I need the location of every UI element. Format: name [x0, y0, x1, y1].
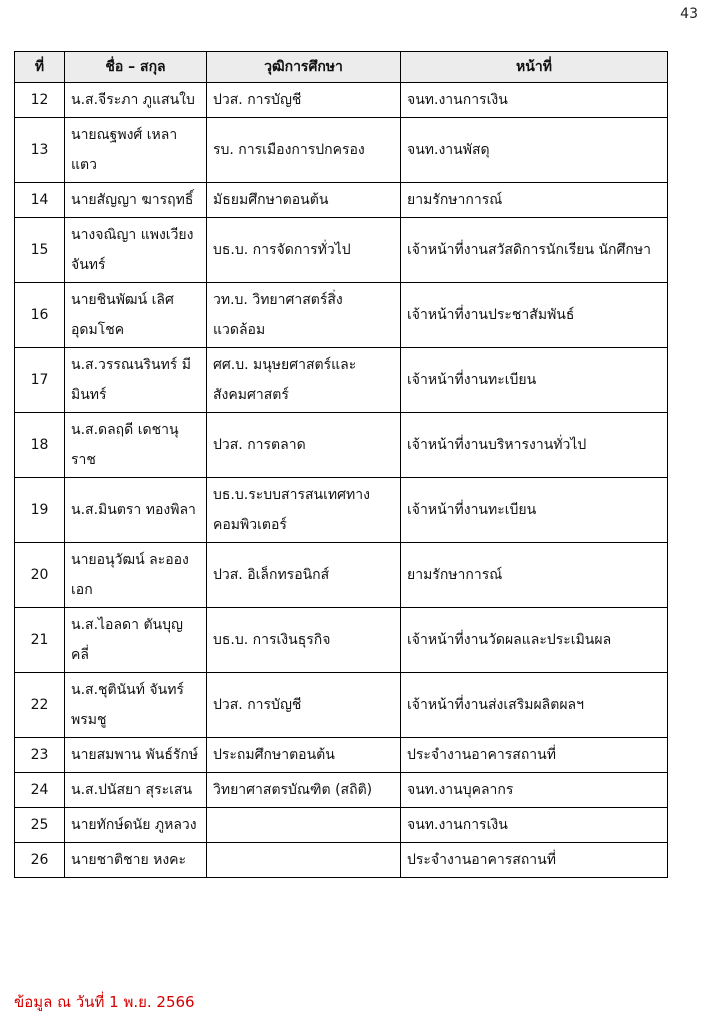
cell-name: นางจณิญา แพงเวียงจันทร์	[65, 218, 207, 283]
table-header-row	[15, 52, 668, 83]
staff-table	[14, 51, 668, 878]
cell-duty: ประจำงานอาคารสถานที่	[401, 843, 668, 878]
cell-duty: จนท.งานการเงิน	[401, 83, 668, 118]
cell-no: 24	[15, 773, 65, 808]
cell-duty: เจ้าหน้าที่งานสวัสดิการนักเรียน นักศึกษา	[401, 218, 668, 283]
cell-education: ปวส. การบัญชี	[207, 673, 401, 738]
header-duty: หน้าที่	[401, 52, 668, 83]
cell-education: รบ. การเมืองการปกครอง	[207, 118, 401, 183]
table-row	[15, 348, 668, 413]
cell-no: 16	[15, 283, 65, 348]
cell-no: 17	[15, 348, 65, 413]
cell-education: มัธยมศึกษาตอนต้น	[207, 183, 401, 218]
cell-duty: ยามรักษาการณ์	[401, 183, 668, 218]
header-name: ชื่อ – สกุล	[65, 52, 207, 83]
table-row	[15, 118, 668, 183]
table-row	[15, 413, 668, 478]
cell-no: 12	[15, 83, 65, 118]
table-row	[15, 843, 668, 878]
cell-education: ปวส. การตลาด	[207, 413, 401, 478]
cell-no: 26	[15, 843, 65, 878]
cell-name: นายอนุวัฒน์ ละอองเอก	[65, 543, 207, 608]
cell-duty: เจ้าหน้าที่งานประชาสัมพันธ์	[401, 283, 668, 348]
cell-name: นายสมพาน พันธ์รักษ์	[65, 738, 207, 773]
cell-no: 15	[15, 218, 65, 283]
cell-education: ปวส. อิเล็กทรอนิกส์	[207, 543, 401, 608]
cell-no: 25	[15, 808, 65, 843]
cell-name: นายสัญญา ฆารฤทธิ์	[65, 183, 207, 218]
cell-education: วท.บ. วิทยาศาสตร์สิ่งแวดล้อม	[207, 283, 401, 348]
cell-education: บธ.บ. การจัดการทั่วไป	[207, 218, 401, 283]
table-row	[15, 738, 668, 773]
table-row	[15, 283, 668, 348]
table-row	[15, 608, 668, 673]
table-row	[15, 773, 668, 808]
cell-name: น.ส.จีระภา ภูแสนใบ	[65, 83, 207, 118]
header-education: วุฒิการศึกษา	[207, 52, 401, 83]
cell-name: น.ส.ปนัสยา สุระเสน	[65, 773, 207, 808]
cell-education	[207, 808, 401, 843]
table-row	[15, 218, 668, 283]
cell-duty: จนท.งานพัสดุ	[401, 118, 668, 183]
cell-no: 21	[15, 608, 65, 673]
cell-education: วิทยาศาสตรบัณฑิต (สถิติ)	[207, 773, 401, 808]
table-row	[15, 83, 668, 118]
page-number: 43	[680, 6, 698, 22]
cell-education: ปวส. การบัญชี	[207, 83, 401, 118]
cell-duty: ประจำงานอาคารสถานที่	[401, 738, 668, 773]
table-row	[15, 673, 668, 738]
cell-name: น.ส.มินตรา ทองพิลา	[65, 478, 207, 543]
cell-duty: เจ้าหน้าที่งานบริหารงานทั่วไป	[401, 413, 668, 478]
cell-duty: จนท.งานการเงิน	[401, 808, 668, 843]
cell-duty: จนท.งานบุคลากร	[401, 773, 668, 808]
cell-name: นายณฐพงศ์ เหลาแตว	[65, 118, 207, 183]
cell-no: 13	[15, 118, 65, 183]
cell-no: 22	[15, 673, 65, 738]
cell-name: น.ส.ชุตินันท์ จันทร์พรมชู	[65, 673, 207, 738]
cell-name: น.ส.ดลฤดี เดชานุราช	[65, 413, 207, 478]
cell-no: 18	[15, 413, 65, 478]
cell-name: นายชาติชาย หงคะ	[65, 843, 207, 878]
cell-no: 20	[15, 543, 65, 608]
table-row	[15, 478, 668, 543]
cell-education: บธ.บ.ระบบสารสนเทศทางคอมพิวเตอร์	[207, 478, 401, 543]
cell-no: 19	[15, 478, 65, 543]
table-row	[15, 543, 668, 608]
cell-no: 23	[15, 738, 65, 773]
cell-education: ประถมศึกษาตอนต้น	[207, 738, 401, 773]
header-no: ที่	[15, 52, 65, 83]
cell-name: นายชินพัฒน์ เลิศอุดมโชค	[65, 283, 207, 348]
cell-duty: ยามรักษาการณ์	[401, 543, 668, 608]
cell-education: บธ.บ. การเงินธุรกิจ	[207, 608, 401, 673]
cell-name: นายทักษ์ดนัย ภูหลวง	[65, 808, 207, 843]
cell-name: น.ส.วรรณนรินทร์ มีมินทร์	[65, 348, 207, 413]
table-row	[15, 183, 668, 218]
cell-no: 14	[15, 183, 65, 218]
cell-duty: เจ้าหน้าที่งานวัดผลและประเมินผล	[401, 608, 668, 673]
data-date-note: ข้อมูล ณ วันที่ 1 พ.ย. 2566	[14, 993, 195, 1011]
table-row	[15, 808, 668, 843]
cell-education	[207, 843, 401, 878]
cell-duty: เจ้าหน้าที่งานทะเบียน	[401, 478, 668, 543]
cell-name: น.ส.ไอลดา ตันบุญคลี่	[65, 608, 207, 673]
cell-duty: เจ้าหน้าที่งานทะเบียน	[401, 348, 668, 413]
cell-duty: เจ้าหน้าที่งานส่งเสริมผลิตผลฯ	[401, 673, 668, 738]
cell-education: ศศ.บ. มนุษยศาสตร์และสังคมศาสตร์	[207, 348, 401, 413]
